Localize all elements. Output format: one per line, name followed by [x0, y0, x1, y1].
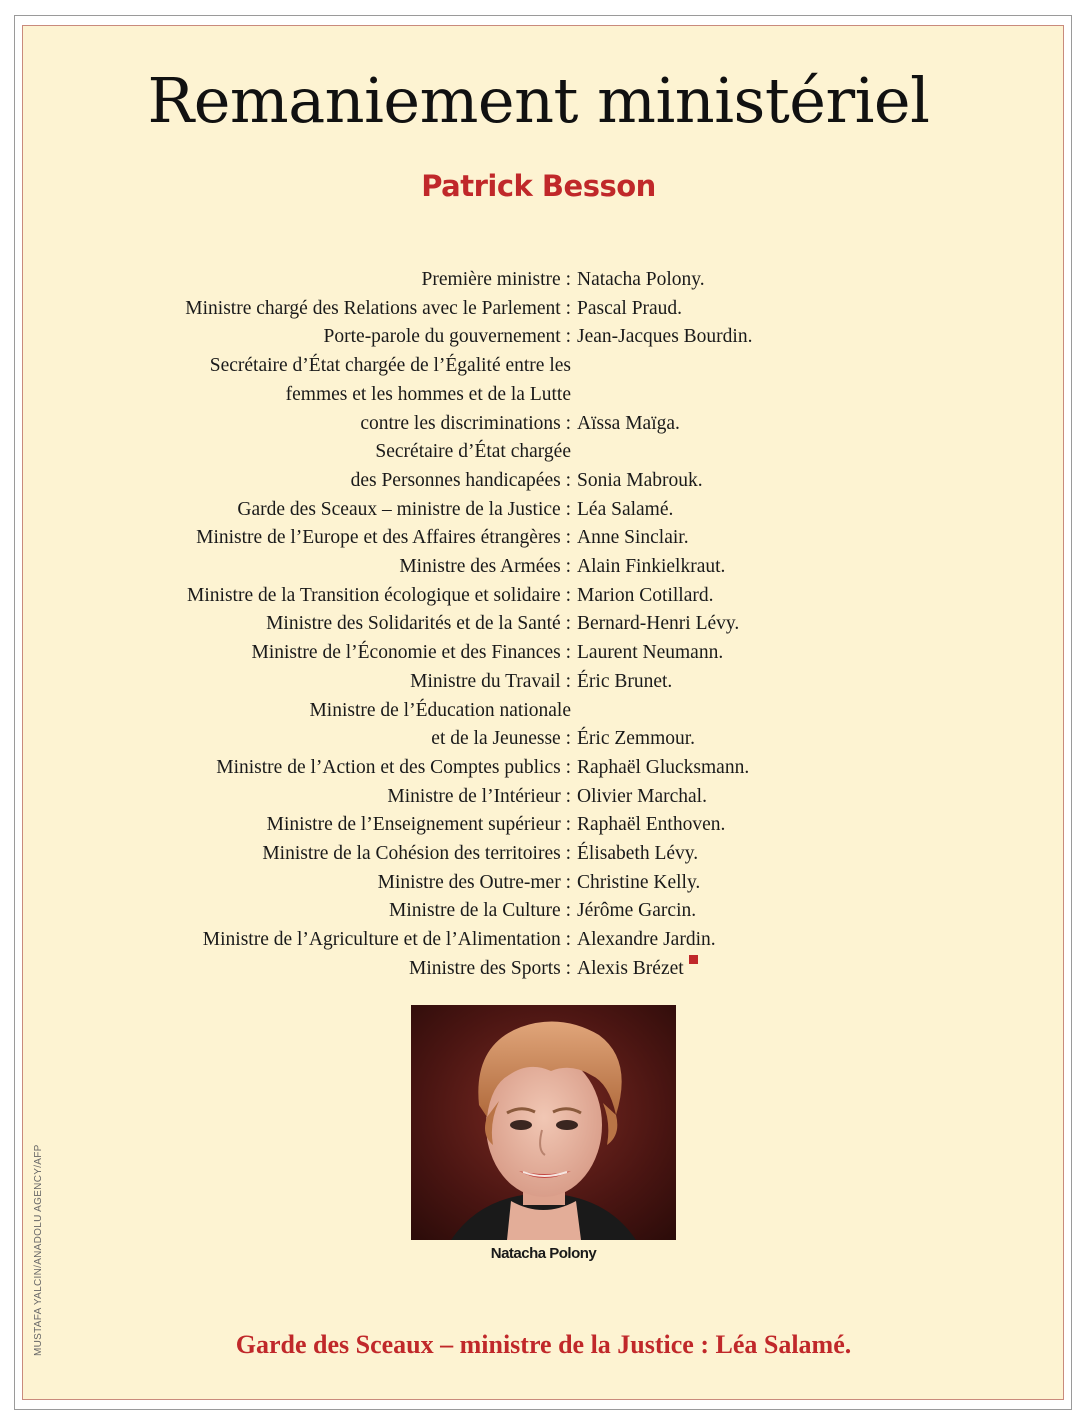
appointment-role: Secrétaire d’État chargée de l’Égalité entre les: [209, 355, 571, 377]
appointment-person: Jean-Jacques Bourdin.: [577, 326, 753, 348]
appointment-person: Sonia Mabrouk.: [577, 469, 703, 491]
appointment-row: [0, 725, 1077, 754]
appointment-row: [0, 410, 1077, 439]
appointment-person: Jérôme Garcin.: [577, 900, 697, 922]
appointment-row: [0, 524, 1077, 553]
appointment-row: [0, 496, 1077, 525]
appointment-row: [0, 697, 1077, 726]
photo-caption: Natacha Polony: [490, 1245, 597, 1262]
appointment-person: Christine Kelly.: [577, 871, 701, 893]
appointment-person: Alain Finkielkraut.: [577, 556, 726, 578]
appointment-row: [0, 467, 1077, 496]
appointment-person: Anne Sinclair.: [577, 527, 689, 549]
appointment-role: Ministre de l’Éducation nationale: [309, 699, 571, 721]
appointments-list: [0, 266, 1077, 984]
appointment-role: Ministre de la Transition écologique et solidaire :: [187, 584, 571, 606]
appointment-role: Ministre de l’Enseignement supérieur :: [266, 814, 571, 836]
photo-credit: MUSTAFA YALCIN/ANADOLU AGENCY/AFP: [33, 1144, 44, 1356]
appointment-role: Ministre des Sports :: [409, 957, 571, 979]
appointment-role: Garde des Sceaux – ministre de la Justice :: [237, 498, 571, 520]
appointment-person: Élisabeth Lévy.: [577, 843, 699, 865]
end-mark: [689, 955, 698, 964]
appointment-person: Alexandre Jardin.: [577, 929, 716, 951]
appointment-role: Ministre de la Cohésion des territoires :: [262, 843, 571, 865]
appointment-person: Alexis Brézet: [577, 957, 684, 979]
article-author: Patrick Besson: [421, 169, 656, 203]
appointment-role: Ministre de l’Agriculture et de l’Alimentation :: [202, 929, 571, 951]
appointment-role: Ministre des Outre-mer :: [377, 871, 571, 893]
appointment-row: [0, 266, 1077, 295]
appointment-role: Secrétaire d’État chargée: [375, 441, 571, 463]
appointment-role: Ministre de la Culture :: [389, 900, 571, 922]
appointment-row: [0, 323, 1077, 352]
appointment-role: et de la Jeunesse :: [431, 728, 571, 750]
appointment-person: Raphaël Enthoven.: [577, 814, 726, 836]
appointment-row: [0, 553, 1077, 582]
appointment-row: [0, 754, 1077, 783]
appointment-role: Ministre de l’Économie et des Finances :: [251, 642, 571, 664]
appointment-person: Éric Brunet.: [577, 670, 673, 692]
appointment-role: Ministre des Solidarités et de la Santé :: [266, 613, 571, 635]
appointment-role: contre les discriminations :: [360, 412, 571, 434]
appointment-row: [0, 869, 1077, 898]
appointment-person: Laurent Neumann.: [577, 642, 724, 664]
appointment-row: [0, 295, 1077, 324]
appointment-person: Raphaël Glucksmann.: [577, 756, 750, 778]
appointment-person: Éric Zemmour.: [577, 728, 696, 750]
appointment-row: [0, 381, 1077, 410]
appointment-role: Ministre du Travail :: [410, 670, 571, 692]
appointment-row: [0, 955, 1077, 984]
appointment-row: [0, 840, 1077, 869]
appointment-row: [0, 639, 1077, 668]
appointment-row: [0, 352, 1077, 381]
appointment-row: [0, 668, 1077, 697]
appointment-row: [0, 582, 1077, 611]
portrait-photo: [411, 1005, 676, 1240]
appointment-person: Olivier Marchal.: [577, 785, 707, 807]
appointment-person: Aïssa Maïga.: [577, 412, 680, 434]
appointment-person: Marion Cotillard.: [577, 584, 714, 606]
appointment-role: Ministre de l’Europe et des Affaires étrangères :: [196, 527, 571, 549]
appointment-role: Première ministre :: [421, 269, 571, 290]
appointment-role: des Personnes handicapées :: [350, 469, 571, 491]
appointment-person: Pascal Praud.: [577, 297, 683, 319]
appointment-row: [0, 783, 1077, 812]
appointment-person: Léa Salamé.: [577, 498, 674, 520]
appointment-row: [0, 897, 1077, 926]
appointment-role: Ministre des Armées :: [399, 556, 571, 578]
appointment-row: [0, 811, 1077, 840]
appointment-row: [0, 438, 1077, 467]
appointment-row: [0, 610, 1077, 639]
appointment-role: Ministre de l’Action et des Comptes publics :: [216, 756, 571, 778]
appointment-role: Porte-parole du gouvernement :: [323, 326, 571, 348]
portrait-image: [411, 1005, 676, 1240]
appointment-person: Natacha Polony.: [577, 269, 705, 290]
appointment-person: Bernard-Henri Lévy.: [577, 613, 740, 635]
appointment-row: [0, 926, 1077, 955]
appointment-role: Ministre chargé des Relations avec le Parlement :: [185, 297, 571, 319]
appointment-role: Ministre de l’Intérieur :: [387, 785, 571, 807]
appointment-role: femmes et les hommes et de la Lutte: [285, 383, 571, 405]
article-title: Remaniement ministériel: [147, 64, 930, 137]
pull-quote: Garde des Sceaux – ministre de la Justice : Léa Salamé.: [235, 1330, 852, 1359]
